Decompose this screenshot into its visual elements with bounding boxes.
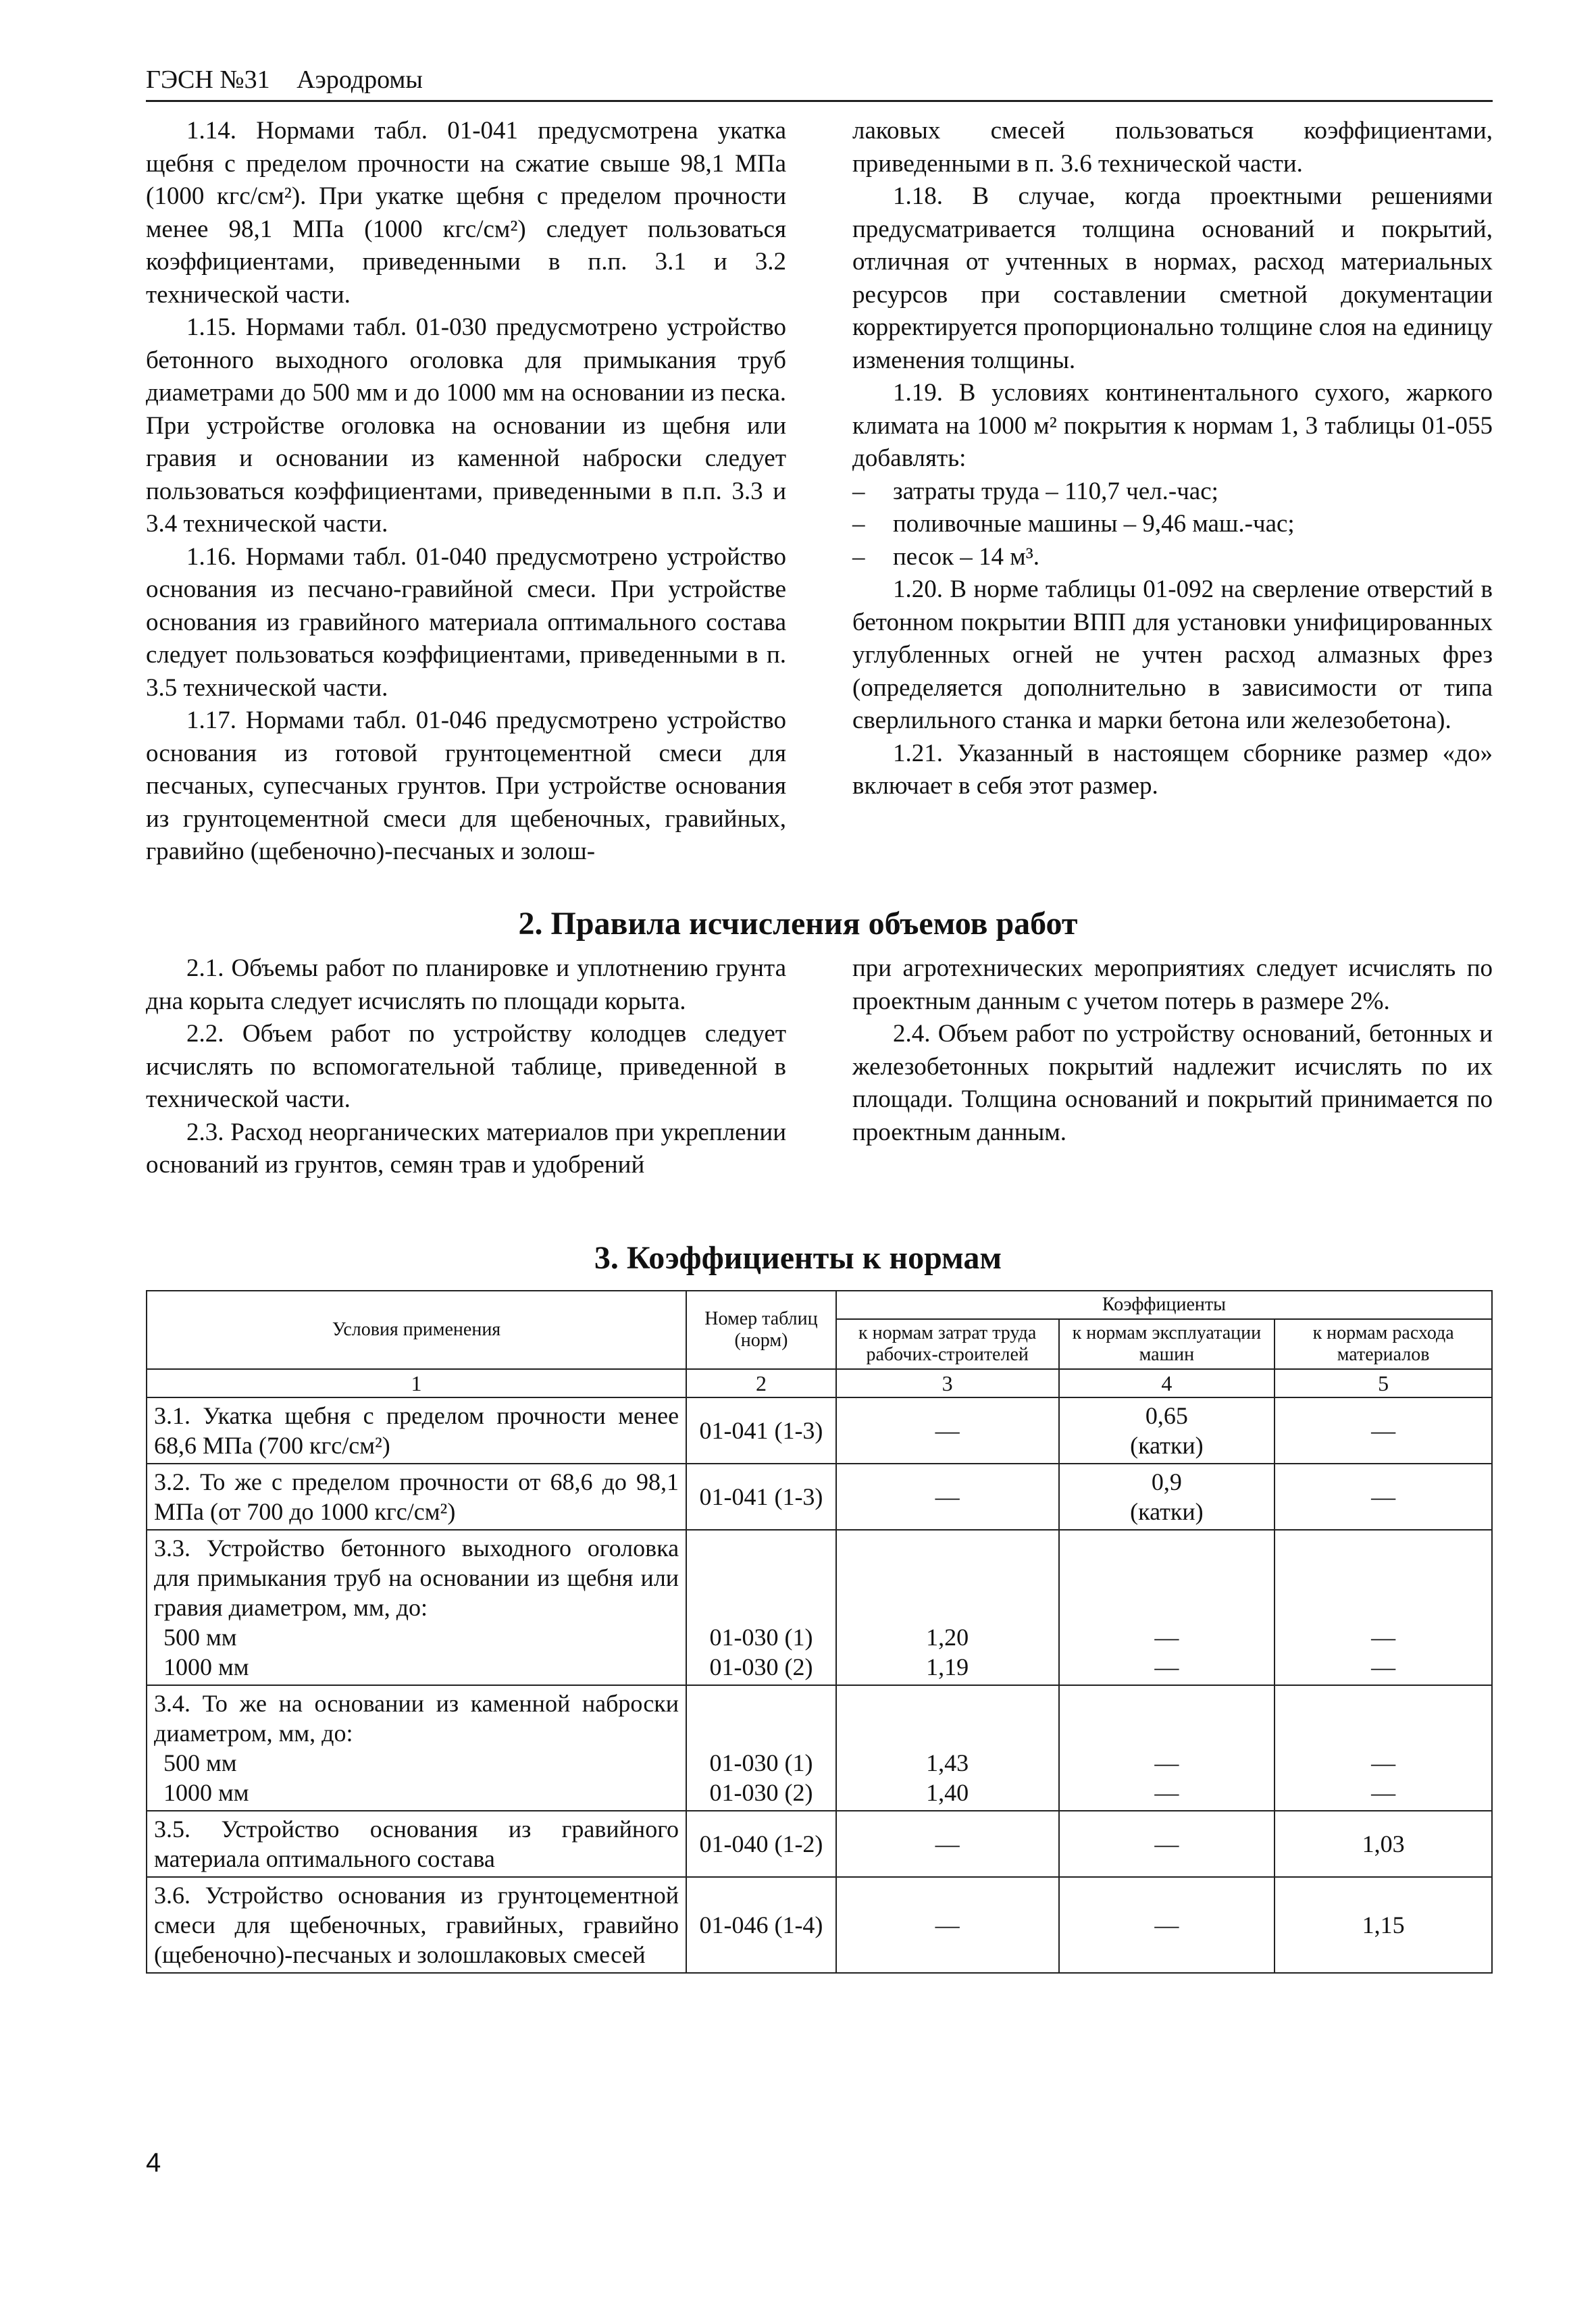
condition-cell: 3.2. То же с пределом прочности от 68,6 до 98,1 МПа (от 700 до 1000 кгс/см²): [147, 1464, 686, 1530]
materials-value: —: [1371, 1779, 1396, 1806]
column-number: 2: [686, 1369, 836, 1397]
machines-coef-cell: —: [1059, 1877, 1275, 1973]
column-number: 5: [1275, 1369, 1492, 1397]
materials-cell: [1275, 1530, 1492, 1685]
header-coefficients: Коэффициенты: [836, 1291, 1492, 1319]
list-item: – песок – 14 м³.: [852, 541, 1493, 574]
table-row: [147, 1685, 1492, 1811]
materials-value: —: [1371, 1749, 1396, 1776]
list-item: – поливочные машины – 9,46 маш.-час;: [852, 508, 1493, 541]
labor-coef-cell: —: [836, 1811, 1059, 1877]
condition-text: 3.3. Устройство бетонного выходного оголовка для примыкания труб на основании из щебня или гравия диаметром, мм, до:: [154, 1535, 679, 1621]
materials-coef-cell: 1,03: [1275, 1811, 1492, 1877]
page-header: [146, 59, 1493, 102]
column-number: 3: [836, 1369, 1059, 1397]
table-cell: [686, 1530, 836, 1685]
column-number: 4: [1059, 1369, 1275, 1397]
labor-coef-cell: —: [836, 1877, 1059, 1973]
labor-value: 1,20: [926, 1624, 969, 1651]
labor-value: 1,40: [926, 1779, 969, 1806]
paragraph-continuation: при агротехнических мероприятиях следует исчислять по проектным данным с учетом потерь в размере 2%.: [852, 954, 1493, 1015]
paragraph-1-16: 1.16. Нормами табл. 01-040 предусмотрено устройство основания из песчано-гравийной смеси. При устройстве основания из гравийного материала оптимального состава следует пользоваться коэффициентами, приведенными в п. 3.5 технической части.: [146, 542, 786, 702]
machines-value: —: [1154, 1653, 1179, 1680]
list-item: – затраты труда – 110,7 чел.-час;: [852, 475, 1493, 509]
condition-cell: 3.6. Устройство основания из грунтоцементной смеси для щебеночных, гравийных, гравийно (щебеночно)-песчаных и золошлаковых смесей: [147, 1877, 686, 1973]
section-2-right-column: [852, 952, 1493, 1149]
labor-coef-cell: —: [836, 1397, 1059, 1464]
paragraph-1-19: 1.19. В условиях континентального сухого, жаркого климата на 1000 м² покрытия к нормам 1, 3 таблицы 01-055 добавлять:: [852, 379, 1493, 472]
diameter-label: 1000 мм: [163, 1653, 249, 1680]
table-row: [147, 1530, 1492, 1685]
header-table-number: Номер таблиц (норм): [686, 1291, 836, 1369]
header-conditions: Условия применения: [147, 1291, 686, 1369]
paragraph-2-4: 2.4. Объем работ по устройству оснований, бетонных и железобетонных покрытий надлежит исчислять по их площади. Толщина оснований и покрытий принимается по проектным данным.: [852, 1020, 1493, 1146]
paragraph-2-2: 2.2. Объем работ по устройству колодцев следует исчислять по вспомогательной таблице, приведенной в технической части.: [146, 1020, 786, 1113]
section-2-left-column: [146, 952, 786, 1182]
table-number-cell: 01-041 (1-3): [686, 1397, 836, 1464]
paragraph-1-17: 1.17. Нормами табл. 01-046 предусмотрено устройство основания из готовой грунтоцементной смеси для песчаных, супесчаных грунтов. При устройстве основания из грунтоцементной смеси для щебеночных, гравийных, гравийно (щебеночно)-песчаных и золош-: [146, 706, 786, 865]
paragraph-2-1: 2.1. Объемы работ по планировке и уплотнению грунта дна корыта следует исчислять по площади корыта.: [146, 954, 786, 1015]
coefficients-table: [146, 1290, 1493, 1974]
labor-coef-cell: —: [836, 1464, 1059, 1530]
table-value: 01-030 (1): [709, 1749, 813, 1776]
left-column: [146, 115, 786, 869]
paragraph-2-3: 2.3. Расход неорганических материалов при укреплении оснований из грунтов, семян трав и удобрений: [146, 1118, 786, 1179]
machines-cell: [1059, 1530, 1275, 1685]
page-number: 4: [146, 2148, 161, 2178]
section-3-title: 3. Коэффициенты к нормам: [594, 1240, 1002, 1276]
diameter-label: 1000 мм: [163, 1779, 249, 1806]
paragraph-1-18: 1.18. В случае, когда проектными решениями предусматривается толщина оснований и покрытий, отличная от учтенных в нормах, расход материальных ресурсов при составлении сметной документации корректируется пропорционально толщине слоя на единицу изменения толщины.: [852, 182, 1493, 374]
table-cell: [686, 1685, 836, 1811]
paragraph-1-15: 1.15. Нормами табл. 01-030 предусмотрено устройство бетонного выходного оголовка для примыкания труб диаметрами до 500 мм и до 1000 мм на основании из песка. При устройстве оголовка на основании из щебня или гравия и основании из каменной наброски следует пользоваться коэффициентами, приведенными в п.п. 3.3 и 3.4 технической части.: [146, 313, 786, 538]
table-value: 01-030 (1): [709, 1624, 813, 1651]
collection-title: Аэродромы: [297, 66, 423, 94]
materials-coef-cell: 1,15: [1275, 1877, 1492, 1973]
header-labor: к нормам затрат труда рабочих-строителей: [836, 1319, 1059, 1369]
table-value: 01-030 (2): [709, 1779, 813, 1806]
condition-text: 3.4. То же на основании из каменной наброски диаметром, мм, до:: [154, 1690, 679, 1747]
table-row: [147, 1811, 1492, 1877]
right-column: [852, 115, 1493, 803]
paragraph-continuation: лаковых смесей пользоваться коэффициентами, приведенными в п. 3.6 технической части.: [852, 117, 1493, 178]
header-materials: к нормам расхода материалов: [1275, 1319, 1492, 1369]
column-number: 1: [147, 1369, 686, 1397]
labor-value: 1,43: [926, 1749, 969, 1776]
materials-value: —: [1371, 1624, 1396, 1651]
materials-coef-cell: —: [1275, 1464, 1492, 1530]
labor-cell: [836, 1685, 1059, 1811]
materials-cell: [1275, 1685, 1492, 1811]
table-row: [147, 1877, 1492, 1973]
machines-value: —: [1154, 1624, 1179, 1651]
table-value: 01-030 (2): [709, 1653, 813, 1680]
table-number-cell: 01-040 (1-2): [686, 1811, 836, 1877]
section-2-title: 2. Правила исчисления объемов работ: [518, 906, 1078, 942]
machines-cell: [1059, 1685, 1275, 1811]
condition-cell: 3.1. Укатка щебня с пределом прочности менее 68,6 МПа (700 кгс/см²): [147, 1397, 686, 1464]
labor-cell: [836, 1530, 1059, 1685]
condition-cell: 3.5. Устройство основания из гравийного материала оптимального состава: [147, 1811, 686, 1877]
machines-value: —: [1154, 1749, 1179, 1776]
materials-coef-cell: —: [1275, 1397, 1492, 1464]
table-header-row: [147, 1291, 1492, 1319]
paragraph-1-21: 1.21. Указанный в настоящем сборнике размер «до» включает в себя этот размер.: [852, 739, 1493, 800]
table-row: [147, 1397, 1492, 1464]
machines-coef-cell: 0,9 (катки): [1059, 1464, 1275, 1530]
diameter-label: 500 мм: [163, 1624, 237, 1651]
machines-coef-cell: —: [1059, 1811, 1275, 1877]
header-machines: к нормам эксплуатации машин: [1059, 1319, 1275, 1369]
table-row: [147, 1464, 1492, 1530]
paragraph-1-20: 1.20. В норме таблицы 01-092 на сверление отверстий в бетонном покрытии ВПП для установки унифицированных углубленных огней не учтен расход алмазных фрез (определяется дополнительно в зависимости от типа сверлильного станка и марки бетона или железобетона).: [852, 575, 1493, 734]
condition-cell: [147, 1685, 686, 1811]
collection-code: ГЭСН №31: [146, 66, 270, 94]
diameter-label: 500 мм: [163, 1749, 237, 1776]
column-number-row: [147, 1369, 1492, 1397]
materials-value: —: [1371, 1653, 1396, 1680]
machines-value: —: [1154, 1779, 1179, 1806]
table-number-cell: 01-041 (1-3): [686, 1464, 836, 1530]
condition-cell: [147, 1530, 686, 1685]
labor-value: 1,19: [926, 1653, 969, 1680]
table-number-cell: 01-046 (1-4): [686, 1877, 836, 1973]
paragraph-1-14: 1.14. Нормами табл. 01-041 предусмотрена укатка щебня с пределом прочности на сжатие свыше 98,1 МПа (1000 кгс/см²). При укатке щебня с пределом прочности менее 98,1 МПа (1000 кгс/см²) следует пользоваться коэффициентами, приведенными в п.п. 3.1 и 3.2 технической части.: [146, 117, 786, 309]
machines-coef-cell: 0,65 (катки): [1059, 1397, 1275, 1464]
